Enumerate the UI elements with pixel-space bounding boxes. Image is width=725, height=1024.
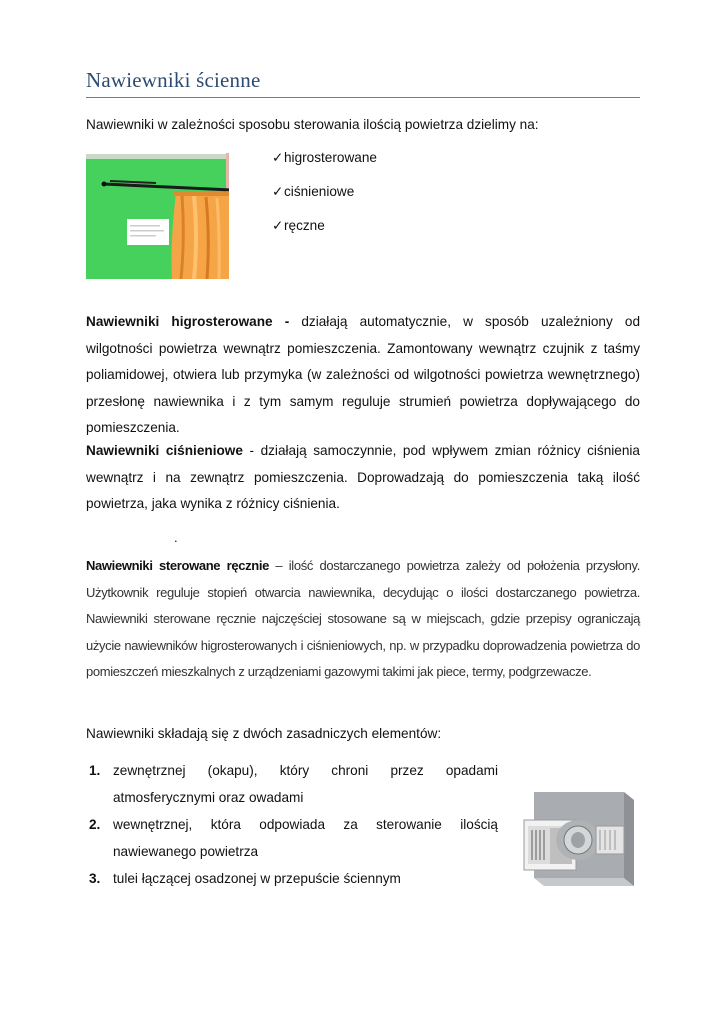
checkmark-icon: ✓: [272, 184, 284, 199]
list-text: zewnętrznej (okapu), który chroni przez opadami atmosferycznymi oraz owadami: [113, 763, 498, 805]
list-text: tulei łączącej osadzonej w przepuście ściennym: [113, 871, 401, 886]
type-reczne: [272, 218, 325, 234]
paragraph-hygro: [86, 309, 640, 442]
list-number: 1.: [89, 763, 101, 778]
list-text: wewnętrznej, która odpowiada za sterowanie ilością nawiewanego powietrza: [113, 817, 498, 859]
window-vent-photo: [86, 153, 229, 279]
list-number: 3.: [89, 871, 101, 886]
paragraph-body: działają automatycznie, w sposób uzależniony od wilgotności powietrza wewnątrz pomieszczenia. Zamontowany wewnątrz czujnik z taśmy poliamidowej, otwiera lub przymyka (w zależności od wilgotności powietrza wewnętrznego) przesłonę nawiewnika i z tym samym reguluje strumień powietrza dopływającego do pomieszczenia.: [86, 314, 641, 435]
elements-list: [86, 757, 498, 892]
type-label: ręczne: [284, 218, 325, 233]
paragraph-pressure: [86, 438, 640, 518]
wall-vent-diagram: [520, 790, 640, 895]
paragraph-manual: [86, 553, 640, 686]
curtain-photo-illustration: [86, 153, 229, 279]
paragraph-heading: Nawiewniki higrosterowane -: [86, 314, 290, 329]
list-number: 2.: [89, 817, 101, 832]
elements-intro: Nawiewniki składają się z dwóch zasadniczych elementów:: [86, 726, 442, 741]
paragraph-heading: Nawiewniki sterowane ręcznie: [86, 558, 269, 573]
type-higrosterowane: [272, 150, 377, 166]
paragraph-body: - działają samoczynnie, pod wpływem zmian różnicy ciśnienia wewnątrz i na zewnątrz pomieszczenia. Doprowadzają do pomieszczenia taką ilość powietrza, jaka wynika z różnicy ciśnienia.: [86, 443, 640, 511]
type-label: ciśnieniowe: [284, 184, 355, 199]
type-label: higrosterowane: [284, 150, 377, 165]
list-item: [86, 757, 498, 811]
paragraph-heading: Nawiewniki ciśnieniowe: [86, 443, 243, 458]
stray-dot: .: [174, 530, 178, 545]
paragraph-body: – ilość dostarczanego powietrza zależy od położenia przysłony. Użytkownik reguluje stopień otwarcia nawiewnika, decydując o ilości dostarczanego powietrza. Nawiewniki sterowane ręcznie najczęściej stosowane są w miejscach, gdzie przepisy ograniczają użycie nawiewników higrosterowanych i ciśnieniowych, np. w przypadku doprowadzenia powietrza do pomieszczeń mieszkalnych z urządzeniami gazowymi takimi jak piece, termy, podgrzewacze.: [86, 558, 640, 679]
title-underline: [86, 97, 640, 98]
type-cisnieniowe: [272, 184, 354, 200]
checkmark-icon: ✓: [272, 150, 284, 165]
intro-text: Nawiewniki w zależności sposobu sterowania ilością powietrza dzielimy na:: [86, 117, 539, 132]
list-item: [86, 865, 498, 892]
page-title: Nawiewniki ścienne: [86, 68, 261, 92]
list-item: [86, 811, 498, 865]
checkmark-icon: ✓: [272, 218, 284, 233]
vent-illustration: [520, 790, 640, 895]
